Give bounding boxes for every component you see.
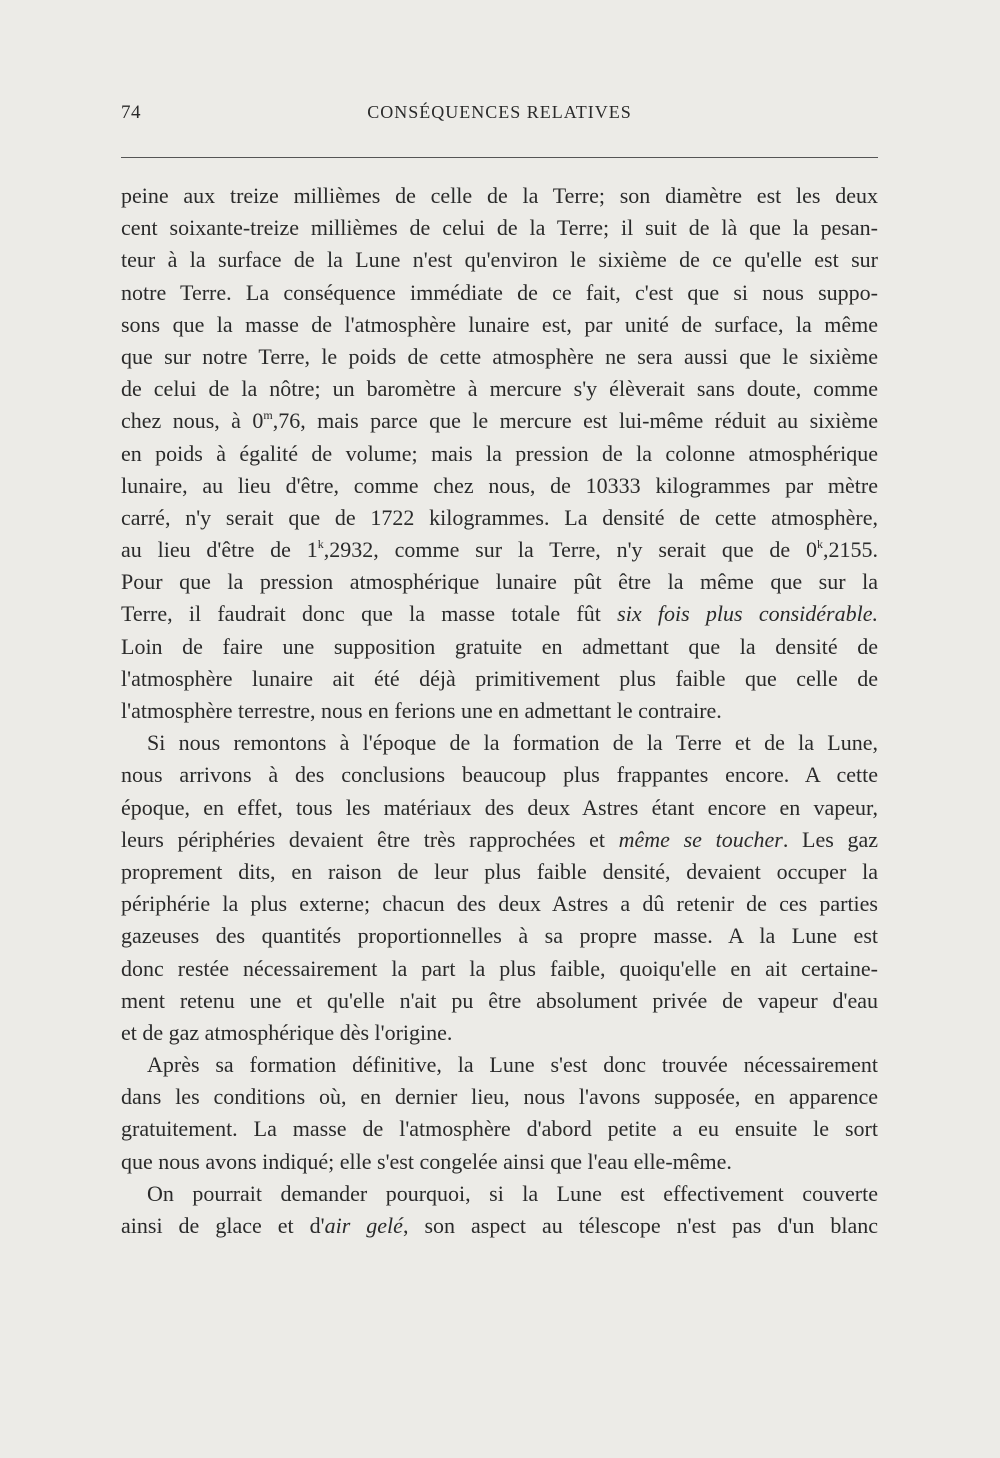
text-line (121, 566, 878, 598)
text-line (121, 212, 878, 244)
line-text: époque, en effet, tous les matériaux des deux Astres étant encore en vapeur, (121, 794, 878, 820)
text-line (121, 244, 878, 276)
superscript: k (317, 537, 324, 552)
italic-text: air gelé (324, 1213, 403, 1238)
text-line (121, 598, 878, 630)
line-text: et de gaz atmosphérique dès l'origine. (121, 1019, 453, 1045)
text-line (121, 470, 878, 502)
text-line (121, 1049, 878, 1081)
line-text: ment retenu une et qu'elle n'ait pu être absolument privée de vapeur d'eau (121, 987, 878, 1013)
running-title: CONSÉQUENCES RELATIVES (367, 102, 632, 122)
body-text (121, 180, 878, 1242)
text-line (121, 920, 878, 952)
text-line (121, 1081, 878, 1113)
text-line (121, 1178, 878, 1210)
line-text: sons que la masse de l'atmosphère lunaire est, par unité de surface, la même (121, 311, 878, 337)
line-text: notre Terre. La conséquence immédiate de ce fait, c'est que si nous suppo- (121, 279, 878, 305)
text-line (121, 1210, 878, 1242)
line-text: gratuitement. La masse de l'atmosphère d'abord petite a eu ensuite le sort (121, 1116, 878, 1142)
text-line (121, 953, 878, 985)
text-line (121, 1017, 878, 1049)
line-text: de celui de la nôtre; un baromètre à mercure s'y élèverait sans doute, comme (121, 376, 878, 402)
text-line (121, 534, 878, 566)
text-line (121, 341, 878, 373)
superscript: k (817, 537, 823, 552)
line-text: dans les conditions où, en dernier lieu, nous l'avons supposée, en apparence (121, 1084, 878, 1110)
text-line (121, 1146, 878, 1178)
text-line (121, 695, 878, 727)
line-text: périphérie la plus externe; chacun des deux Astres a dû retenir de ces parties (121, 891, 878, 917)
text-line (121, 759, 878, 791)
text-line (121, 856, 878, 888)
text-line (121, 888, 878, 920)
line-text: On pourrait demander pourquoi, si la Lune est effectivement couverte (147, 1180, 878, 1206)
line-text: cent soixante-treize millièmes de celui de la Terre; il suit de là que la pesan- (121, 215, 878, 241)
text-line (121, 438, 878, 470)
line-text: carré, n'y serait que de 1722 kilogrammes. La densité de cette atmosphère, (121, 504, 878, 530)
text-line (121, 727, 878, 759)
line-text: lunaire, au lieu d'être, comme chez nous, de 10333 kilogrammes par mètre (121, 472, 878, 498)
line-text: Si nous remontons à l'époque de la formation de la Terre et de la Lune, (147, 730, 878, 756)
text-line (121, 502, 878, 534)
line-text: proprement dits, en raison de leur plus faible densité, devaient occuper la (121, 858, 878, 884)
line-text: peine aux treize millièmes de celle de la Terre; son diamètre est les deux (121, 183, 878, 208)
line-text: ,2932, comme sur la Terre, n'y serait que de 0 (323, 537, 817, 563)
line-text: donc restée nécessairement la part la plus faible, quoiqu'elle en ait certaine- (121, 955, 878, 981)
header-rule (121, 157, 878, 158)
italic-text: même se toucher (618, 826, 783, 852)
italic-text: six fois plus considérable. (617, 601, 878, 627)
line-text: ,2155. (823, 537, 878, 563)
text-line (121, 405, 878, 437)
superscript: m (263, 408, 273, 423)
text-line (121, 824, 878, 856)
line-text: Loin de faire une supposition gratuite en admettant que la densité de (121, 633, 878, 659)
line-text: Terre, il faudrait donc que la masse totale fût (121, 601, 618, 627)
text-line (121, 631, 878, 663)
line-text: Après sa formation définitive, la Lune s'est donc trouvée nécessairement (147, 1052, 878, 1078)
text-line (121, 1113, 878, 1145)
page-header (121, 102, 878, 132)
line-text: Pour que la pression atmosphérique lunaire pût être la même que sur la (121, 569, 878, 595)
line-text: en poids à égalité de volume; mais la pression de la colonne atmosphérique (121, 440, 878, 466)
line-text: chez nous, à 0 (121, 408, 264, 434)
line-text: leurs périphéries devaient être très rapprochées et (121, 826, 619, 852)
text-line (121, 309, 878, 341)
text-line (121, 792, 878, 824)
text-line (121, 277, 878, 309)
line-text: que sur notre Terre, le poids de cette atmosphère ne sera aussi que le sixième (121, 343, 878, 369)
line-text: ainsi de glace et d' (121, 1213, 325, 1238)
text-line (121, 985, 878, 1017)
text-line (121, 663, 878, 695)
line-text: l'atmosphère lunaire ait été déjà primitivement plus faible que celle de (121, 665, 878, 691)
line-text: au lieu d'être de 1 (121, 537, 318, 563)
text-line (121, 180, 878, 212)
line-text: nous arrivons à des conclusions beaucoup plus frappantes encore. A cette (121, 762, 878, 788)
line-text: que nous avons indiqué; elle s'est congelée ainsi que l'eau elle-même. (121, 1148, 732, 1174)
line-text: . Les gaz (782, 826, 878, 852)
page-number: 74 (121, 102, 141, 123)
text-line (121, 373, 878, 405)
line-text: l'atmosphère terrestre, nous en ferions une en admettant le contraire. (121, 698, 722, 723)
line-text: , son aspect au télescope n'est pas d'un blanc (402, 1213, 878, 1238)
line-text: ,76, mais parce que le mercure est lui-même réduit au sixième (272, 408, 878, 434)
line-text: gazeuses des quantités proportionnelles à sa propre masse. A la Lune est (121, 923, 878, 949)
line-text: teur à la surface de la Lune n'est qu'environ le sixième de ce qu'elle est sur (121, 247, 878, 273)
